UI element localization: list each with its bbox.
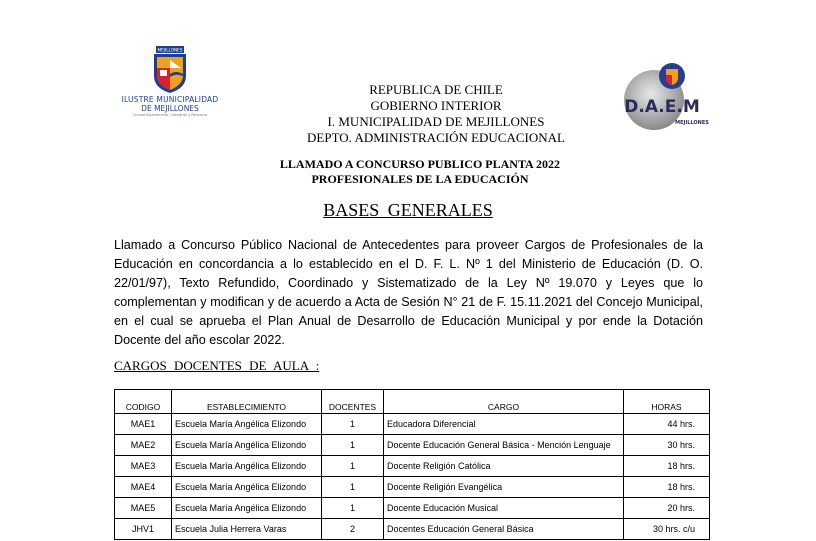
daem-logo-subtext: MEJILLONES (675, 120, 709, 126)
bases-title: BASES GENERALES (323, 200, 493, 220)
table-row (115, 498, 710, 519)
document-header (260, 82, 612, 146)
cell-docentes: 1 (322, 414, 384, 435)
logo-left-tagline: Ciudad Bicentenario, Industrial y Portuaria (132, 113, 208, 117)
table-row (115, 414, 710, 435)
intro-paragraph: Llamado a Concurso Público Nacional de Antecedentes para proveer Cargos de Profesionales de la Educación en concordancia a lo establecido en el D. F. L. Nº 1 del Ministerio de Educación (D. O. 22/01/97), Texto Refundido, Coordinado y Sistematizado de la Ley Nº 19.070 y Leyes que lo complementan y modifican y de acuerdo a Acta de Sesión N° 21 de F. 15.11.2021 del Concejo Municipal, en el cual se aprueba el Plan Anual de Desarrollo de Educación Municipal y por ende la Dotación Docente del año escolar 2022. (114, 238, 703, 347)
cell-codigo: MAE4 (115, 477, 172, 498)
cell-establecimiento: Escuela María Angélica Elizondo (172, 414, 322, 435)
call-line1: LLAMADO A CONCURSO PUBLICO PLANTA 2022 (279, 157, 561, 171)
cell-cargo: Docente Religión Evangélica (384, 477, 624, 498)
table-row (115, 456, 710, 477)
cell-horas: 30 hrs. c/u (624, 519, 710, 540)
cargos-section-title: CARGOS DOCENTES DE AULA : (114, 358, 320, 373)
cell-docentes: 1 (322, 498, 384, 519)
header-cargo: CARGO (384, 390, 624, 414)
daem-logo-text: D.A.E.M (624, 97, 700, 117)
cell-establecimiento: Escuela María Angélica Elizondo (172, 456, 322, 477)
cell-docentes: 1 (322, 435, 384, 456)
table-row (115, 435, 710, 456)
table-row (115, 477, 710, 498)
cell-docentes: 2 (322, 519, 384, 540)
cell-cargo: Docente Religión Católica (384, 456, 624, 477)
cell-codigo: JHV1 (115, 519, 172, 540)
cell-establecimiento: Escuela María Angélica Elizondo (172, 435, 322, 456)
cell-docentes: 1 (322, 456, 384, 477)
cell-establecimiento: Escuela María Angélica Elizondo (172, 498, 322, 519)
daem-logo (614, 56, 714, 132)
header-establecimiento: ESTABLECIMIENTO (172, 390, 322, 414)
header-line1: REPUBLICA DE CHILE (369, 82, 503, 97)
municipality-logo (118, 46, 222, 132)
daem-globe-icon (614, 56, 714, 132)
cell-codigo: MAE1 (115, 414, 172, 435)
cell-cargo: Docentes Educación General Básica (384, 519, 624, 540)
cell-horas: 44 hrs. (624, 414, 710, 435)
cell-horas: 18 hrs. (624, 456, 710, 477)
cell-cargo: Docente Educación General Básica - Mención Lenguaje (384, 435, 624, 456)
cell-cargo: Docente Educación Musical (384, 498, 624, 519)
cell-horas: 18 hrs. (624, 477, 710, 498)
header-codigo: CODIGO (115, 390, 172, 414)
header-docentes: DOCENTES (322, 390, 384, 414)
cell-cargo: Educadora Diferencial (384, 414, 624, 435)
call-title (200, 157, 640, 187)
municipality-shield-icon (148, 46, 192, 94)
cell-docentes: 1 (322, 477, 384, 498)
logo-left-line1: ILUSTRE MUNICIPALIDAD (121, 95, 219, 104)
cell-establecimiento: Escuela Julia Herrera Varas (172, 519, 322, 540)
call-line2: PROFESIONALES DE LA EDUCACIÓN (311, 172, 529, 186)
cell-horas: 30 hrs. (624, 435, 710, 456)
cell-codigo: MAE2 (115, 435, 172, 456)
cell-codigo: MAE5 (115, 498, 172, 519)
header-line2: GOBIERNO INTERIOR (370, 98, 502, 113)
header-line3: I. MUNICIPALIDAD DE MEJILLONES (327, 114, 545, 129)
cargos-table (114, 389, 710, 540)
logo-banner-text: MEJILLONES (157, 47, 183, 53)
cell-establecimiento: Escuela María Angélica Elizondo (172, 477, 322, 498)
cell-horas: 20 hrs. (624, 498, 710, 519)
logo-left-line2: DE MEJILLONES (141, 104, 199, 113)
table-row (115, 519, 710, 540)
header-line4: DEPTO. ADMINISTRACIÓN EDUCACIONAL (307, 130, 565, 145)
table-header-row (115, 390, 710, 414)
header-horas: HORAS (624, 390, 710, 414)
cell-codigo: MAE3 (115, 456, 172, 477)
